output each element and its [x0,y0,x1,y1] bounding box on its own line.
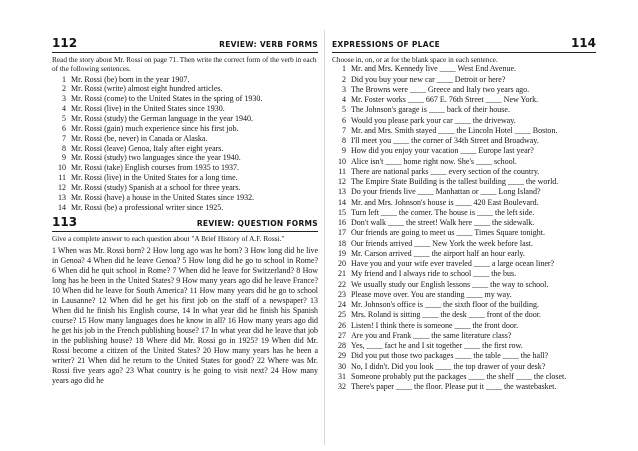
exercise-text: Mr. Rossi (live) in the United States for a long time. [71,173,238,183]
exercise-text: Mr. Rossi (come) to the United States in the spring of 1930. [71,94,263,104]
exercise-number: 11 [338,166,346,176]
exercise-number: 25 [338,310,346,320]
exercise-item [332,341,596,351]
exercise-number: 12 [58,182,66,192]
exercise-text: Yes, ____ fact he and I sit together ____ the first row. [351,341,523,351]
exercise-number: 26 [338,320,346,330]
exercise-text: Please move over. You are standing ____ my way. [351,289,512,299]
exercise-item [332,259,596,269]
exercise-text: There are national parks ____ every section of the country. [351,166,540,176]
exercise-item [332,75,596,85]
instructions: Give a complete answer to each question about "A Brief History of A.F. Rossi." [52,234,285,244]
exercise-number: 7 [62,133,66,143]
exercise-item [52,193,318,203]
exercise-text: Have you and your wife ever traveled ____ a large ocean liner? [351,259,555,269]
exercise-text: Mr. Rossi (be) born in the year 1907. [71,74,190,84]
exercise-number: 11 [58,173,66,183]
exercise-item [332,167,596,177]
exercise-item [332,146,596,156]
exercise-item [332,351,596,361]
exercise-text: Mr. Rossi (study) the German language in the year 1940. [71,113,253,123]
left-page [52,36,318,386]
exercise-item [332,157,596,167]
exercise-text: Don't walk ____ the street! Walk here ____ the sidewalk. [351,218,535,228]
exercise-item [332,136,596,146]
exercise-list [332,64,596,392]
exercise-text: Mr. and Mrs. Johnson's house is ____ 420 East Boulevard. [351,197,539,207]
exercise-item [332,239,596,249]
exercise-number: 14 [58,202,66,212]
exercise-item [332,95,596,105]
exercise-number: 2 [342,74,346,84]
exercise-item [332,187,596,197]
exercise-number: 3 [62,94,66,104]
exercise-item [332,116,596,126]
page-number: 112 [52,36,78,50]
exercise-number: 9 [62,153,66,163]
section-heading: REVIEW: QUESTION FORMS [196,219,318,229]
exercise-item [332,177,596,187]
exercise-number: 13 [338,187,346,197]
section-heading: REVIEW: VERB FORMS [219,40,318,49]
exercise-text: Mr. Rossi (write) almost eight hundred articles. [71,84,223,94]
exercise-number: 20 [338,259,346,269]
exercise-item [332,269,596,279]
exercise-number: 8 [342,136,346,146]
exercise-item [52,183,318,193]
exercise-item [52,173,318,183]
exercise-item [332,208,596,218]
exercise-text: Mr. Rossi (study) two languages since the year 1940. [71,153,241,163]
exercise-item [332,105,596,115]
exercise-text: Would you please park your car ____ the driveway. [351,115,516,125]
exercise-number: 30 [338,361,346,371]
exercise-number: 19 [338,248,346,258]
exercise-text: Mr. Johnson's office is ____ the sixth floor of the building. [351,300,539,310]
exercise-number: 15 [338,207,346,217]
exercise-number: 29 [338,351,346,361]
exercise-number: 3 [342,84,346,94]
exercise-text: The Browns were ____ Greece and Italy two years ago. [351,84,530,94]
exercise-item [332,321,596,331]
exercise-text: Turn left ____ the corner. The house is ____ the left side. [351,207,535,217]
exercise-text: There's paper ____ the floor. Please put it ____ the wastebasket. [351,382,557,392]
exercise-number: 1 [342,64,346,74]
exercise-item [52,114,318,124]
exercise-text: Mr. Rossi (have) a house in the United States since 1932. [71,192,255,202]
exercise-item [52,153,318,163]
exercise-number: 32 [338,382,346,392]
exercise-text: Do your friends live ____ Manhattan or ____ Long Island? [351,187,541,197]
exercise-number: 10 [58,163,66,173]
question-forms-section [52,215,318,386]
exercise-number: 22 [338,279,346,289]
page-gutter [324,30,325,445]
exercise-item [332,228,596,238]
instructions: Choose in, on, or at for the blank space in each sentence. [332,55,498,64]
questions-paragraph: 1 When was Mr. Rossi born? 2 How long ago was he born? 3 How long did he live in Genoa? 4 When did he leave Genoa? 5 How long did he go to school in Rome? 6 When did he quit school in Rome? 7 When did he leave for Switzerland? 8 How long has he been in the United States? 9 How many years ago did he leave France? 10 When did he leave for South America? 11 How many years did he go to school in Lausanne? 12 When did he get his first job on the staff of a newspaper? 13 When did he finish his English course, 14 In what year did he finish his Spanish course? 15 How many languages does he know in all? 16 How many years ago did he get his job in the French publishing house? 17 In what year did he leave that job in the publishing house? 18 Where did Mr. Rossi go in 1925? 19 When did Mr. Rossi become a citizen of the United States? 20 How many years has he been a writer? 21 When did he return to the United States for good? 22 Where was Mr. Rossi five years ago? 23 What country is he going to visit next? 24 How many years ago did he [52,245,318,386]
exercise-item [332,362,596,372]
exercise-item [332,280,596,290]
exercise-item [52,163,318,173]
exercise-number: 23 [338,289,346,299]
exercise-item [52,144,318,154]
exercise-item [332,310,596,320]
exercise-item [332,126,596,136]
page-number: 114 [570,36,596,50]
section-heading: EXPRESSIONS OF PLACE [332,40,441,49]
exercise-number: 6 [342,115,346,125]
exercise-text: My friend and I always ride to school ____ the bus. [351,269,517,279]
exercise-text: Someone probably put the packages ____ the shelf ____ the closet. [351,371,567,381]
exercise-text: I'll meet you ____ the corner of 34th Street and Broadway. [351,136,539,146]
exercise-text: Mr. Rossi (study) Spanish at a school for three years. [71,182,241,192]
exercise-text: We usually study our English lessons ____ the way to school. [351,279,549,289]
exercise-number: 12 [338,177,346,187]
right-page [332,36,596,392]
exercise-number: 4 [342,95,346,105]
instructions: Read the story about Mr. Rossi on page 71. Then write the correct form of the verb in each of the following sentences. [52,55,317,74]
exercise-number: 10 [338,156,346,166]
exercise-number: 2 [62,84,66,94]
exercise-text: Did you buy your new car ____ Detroit or here? [351,74,506,84]
exercise-number: 1 [62,74,66,84]
exercise-item [52,124,318,134]
section-header [52,215,318,230]
exercise-list [52,75,318,213]
exercise-text: How did you enjoy your vacation ____ Europe last year? [351,146,534,156]
exercise-item [332,218,596,228]
exercise-item [332,382,596,392]
exercise-number: 27 [338,330,346,340]
exercise-text: Alice isn't ____ home right now. She's ____ school. [351,156,517,166]
exercise-number: 16 [338,218,346,228]
exercise-text: Mr. Rossi (be, never) in Canada or Alaska. [71,133,208,143]
exercise-text: The Empire State Building is the tallest building ____ the world. [351,177,559,187]
exercise-item [332,64,596,74]
exercise-number: 6 [62,123,66,133]
exercise-text: Mr. Foster works ____ 667 E. 76th Street ____ New York. [351,95,539,105]
exercise-number: 17 [338,228,346,238]
exercise-number: 7 [342,125,346,135]
exercise-number: 31 [338,371,346,381]
header-rule [332,52,596,53]
exercise-text: Mr. Rossi (live) in the United States since 1930. [71,104,225,114]
left-page-header [52,36,318,51]
exercise-text: Are you and Frank ____ the same literature class? [351,330,512,340]
exercise-number: 5 [342,105,346,115]
exercise-item [52,84,318,94]
exercise-text: Mr. Rossi (take) English courses from 1935 to 1937. [71,163,239,173]
exercise-text: Mr. Carson arrived ____ the airport half an hour early. [351,248,525,258]
exercise-item [332,300,596,310]
exercise-item [332,249,596,259]
exercise-number: 5 [62,113,66,123]
exercise-item [332,198,596,208]
header-rule [52,52,318,53]
exercise-number: 13 [58,192,66,202]
exercise-text: The Johnson's garage is ____ back of their house. [351,105,510,115]
exercise-item [52,94,318,104]
exercise-text: Mr. and Mrs. Smith stayed ____ the Lincoln Hotel ____ Boston. [351,125,558,135]
exercise-item [332,372,596,382]
exercise-text: Listen! I think there is someone ____ the front door. [351,320,519,330]
exercise-text: Mrs. Roland is sitting ____ the desk ____ front of the door. [351,310,541,320]
exercise-number: 24 [338,300,346,310]
exercise-number: 8 [62,143,66,153]
exercise-text: Mr. and Mrs. Kennedy live ____ West End Avenue. [351,64,517,74]
exercise-item [332,85,596,95]
right-page-header [332,36,596,51]
exercise-number: 18 [338,238,346,248]
exercise-item [52,104,318,114]
exercise-item [332,290,596,300]
header-rule [52,231,318,232]
page-number: 113 [52,215,78,230]
exercise-text: Our friends are going to meet us ____ Times Square tonight. [351,228,545,238]
exercise-number: 28 [338,341,346,351]
exercise-item [52,134,318,144]
exercise-text: No, I didn't. Did you look ____ the top drawer of your desk? [351,361,546,371]
exercise-item [52,203,318,213]
exercise-item [332,331,596,341]
exercise-text: Our friends arrived ____ New York the week before last. [351,238,533,248]
exercise-item [52,75,318,85]
exercise-text: Mr. Rossi (gain) much experience since his first job. [71,123,239,133]
exercise-number: 14 [338,197,346,207]
exercise-number: 21 [338,269,346,279]
exercise-text: Mr. Rossi (leave) Genoa, Italy after eight years. [71,143,224,153]
exercise-number: 4 [62,104,66,114]
exercise-text: Mr. Rossi (be) a professional writer since 1925. [71,202,224,212]
exercise-text: Did you put those two packages ____ the table ____ the hall? [351,351,549,361]
exercise-number: 9 [342,146,346,156]
